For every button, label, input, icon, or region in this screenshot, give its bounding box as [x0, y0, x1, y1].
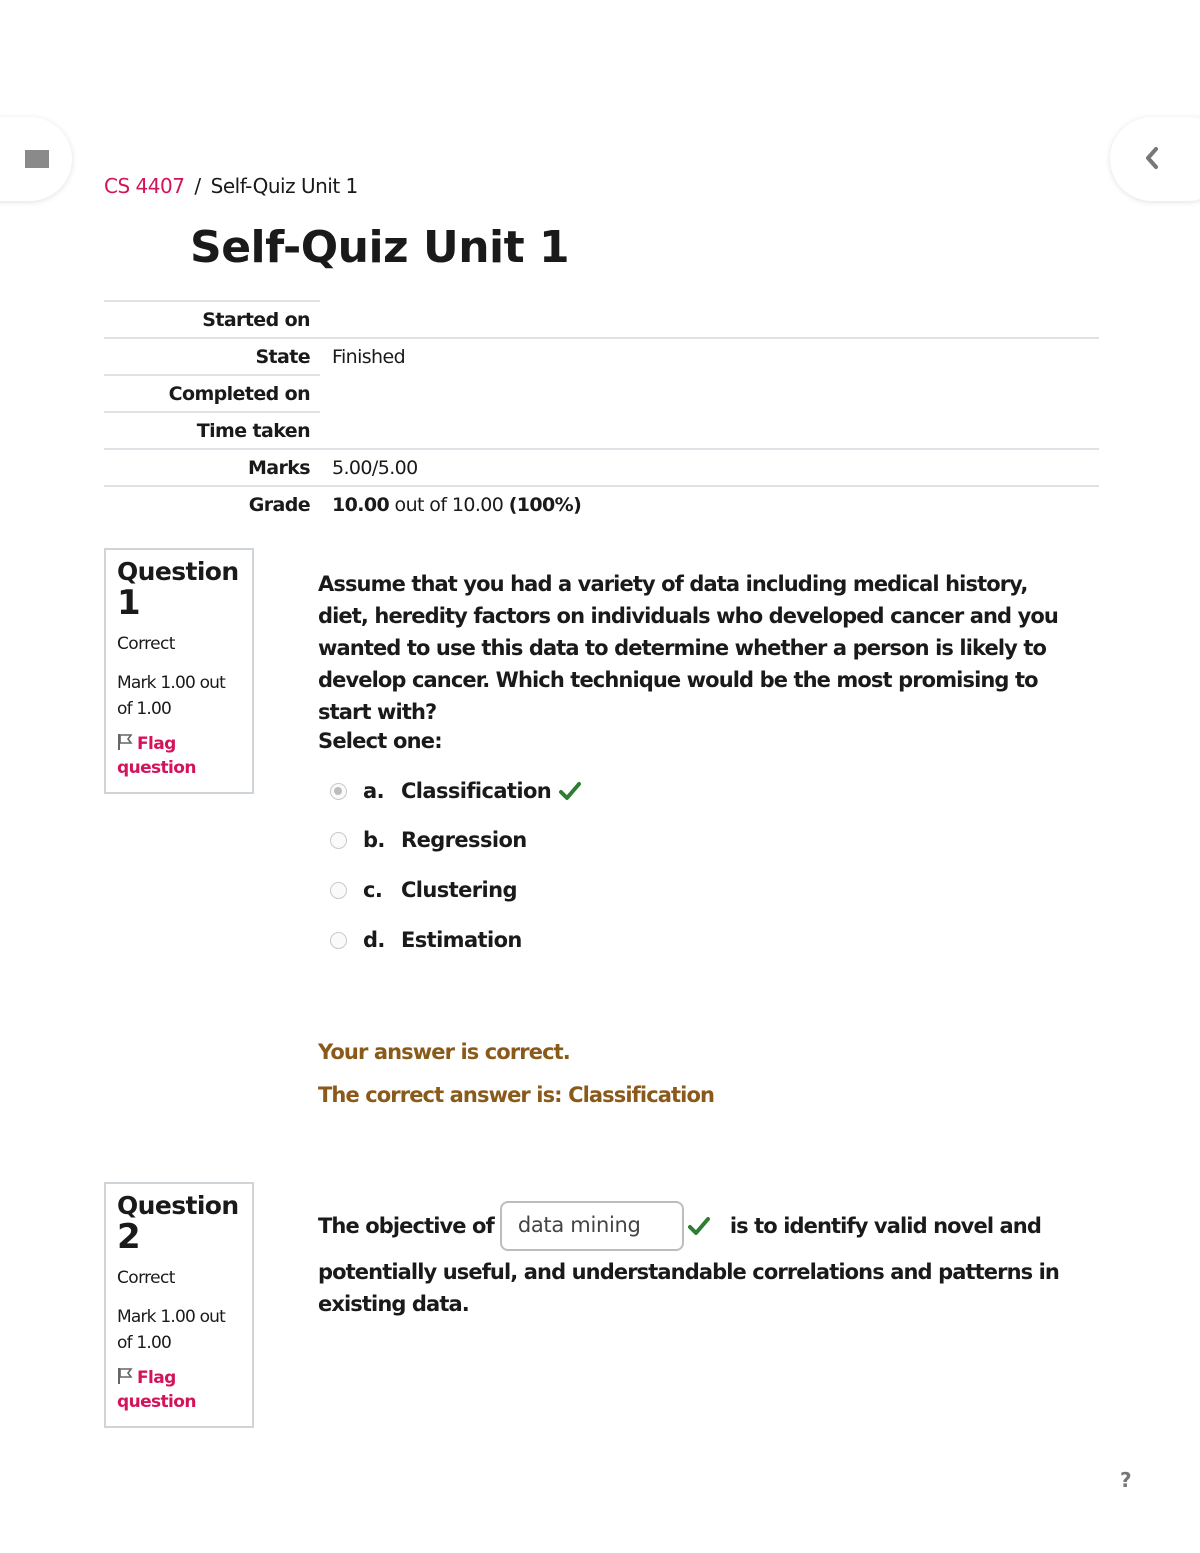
check-icon [559, 781, 581, 801]
summary-label: Grade [104, 486, 320, 523]
question-heading: Question [117, 1191, 239, 1220]
answer-option-a[interactable] [330, 776, 581, 806]
flag-icon [117, 1367, 133, 1385]
answer-feedback: Your answer is correct. [318, 1040, 570, 1064]
answer-option-b[interactable] [330, 825, 527, 855]
summary-label: Marks [104, 449, 320, 486]
summary-label: State [104, 338, 320, 375]
breadcrumb-current[interactable]: Self-Quiz Unit 1 [210, 174, 358, 198]
summary-value [320, 375, 1099, 412]
help-icon[interactable]: ? [1120, 1468, 1132, 1492]
summary-label: Completed on [104, 375, 320, 412]
question-1-text: Assume that you had a variety of data including medical history, diet, heredity factors on individuals who developed cancer and you wanted to use this data to determine whether a person is likely to develop cancer. Which technique would be the most promising to start with? [318, 572, 1058, 724]
flag-icon [117, 733, 133, 751]
answer-radio[interactable] [330, 832, 347, 849]
question-1-info [104, 548, 254, 794]
attempt-summary-table [104, 300, 1099, 523]
block-drawer-toggle[interactable] [1110, 117, 1200, 201]
question-2-text-after: is to identify valid novel and [729, 1214, 1041, 1238]
answer-option-c[interactable] [330, 875, 517, 905]
summary-value [320, 412, 1099, 449]
summary-value: 5.00/5.00 [320, 449, 1099, 486]
chevron-left-icon [1142, 145, 1162, 171]
summary-value [320, 301, 1099, 338]
summary-value [320, 486, 1099, 523]
answer-label: Regression [401, 828, 527, 852]
summary-row-grade [104, 486, 1099, 523]
question-grade: Mark 1.00 out of 1.00 [117, 673, 226, 719]
flag-question-link[interactable] [117, 732, 241, 780]
page-title: Self-Quiz Unit 1 [190, 222, 570, 273]
question-heading: Question [117, 557, 239, 586]
grade-percent: (100%) [508, 494, 582, 516]
question-2-text-line [318, 1199, 1041, 1253]
flag-question-label: Flag question [117, 1368, 196, 1412]
summary-row-started [104, 301, 1099, 338]
answer-radio[interactable] [330, 882, 347, 899]
answer-radio[interactable] [330, 932, 347, 949]
question-2-text-before: The objective of [318, 1214, 494, 1238]
answer-letter: d. [363, 928, 385, 952]
check-icon [688, 1216, 710, 1236]
summary-row-marks [104, 449, 1099, 486]
grade-score: 10.00 [332, 494, 390, 516]
answer-radio[interactable] [330, 783, 347, 800]
question-grade: Mark 1.00 out of 1.00 [117, 1307, 226, 1353]
answer-letter: a. [363, 779, 384, 803]
answer-letter: b. [363, 828, 385, 852]
breadcrumb [104, 174, 358, 198]
answer-label: Classification [401, 779, 552, 803]
summary-row-completed [104, 375, 1099, 412]
question-2-text-continued: potentially useful, and understandable correlations and patterns in existing data. [318, 1260, 1059, 1316]
answer-label: Clustering [401, 878, 517, 902]
question-state: Correct [117, 634, 175, 654]
answer-letter: c. [363, 878, 383, 902]
breadcrumb-separator: / [194, 174, 201, 198]
question-number: 2 [117, 1217, 141, 1257]
summary-value: Finished [320, 338, 1099, 375]
flag-question-link[interactable] [117, 1366, 241, 1414]
summary-label: Time taken [104, 412, 320, 449]
answer-option-d[interactable] [330, 925, 522, 955]
grade-out-of: out of 10.00 [389, 494, 509, 516]
summary-row-state [104, 338, 1099, 375]
question-state: Correct [117, 1268, 175, 1288]
breadcrumb-course-link[interactable]: CS 4407 [104, 174, 185, 198]
question-2-info [104, 1182, 254, 1428]
summary-row-time [104, 412, 1099, 449]
question-number: 1 [117, 583, 141, 623]
drawer-square-icon [25, 150, 49, 168]
answer-label: Estimation [401, 928, 522, 952]
flag-question-label: Flag question [117, 734, 196, 778]
correct-answer-text: The correct answer is: Classification [318, 1083, 715, 1107]
select-one-prompt: Select one: [318, 729, 442, 753]
course-index-toggle[interactable] [0, 117, 72, 201]
summary-label: Started on [104, 301, 320, 338]
fill-in-blank-input[interactable]: data mining [500, 1201, 684, 1251]
